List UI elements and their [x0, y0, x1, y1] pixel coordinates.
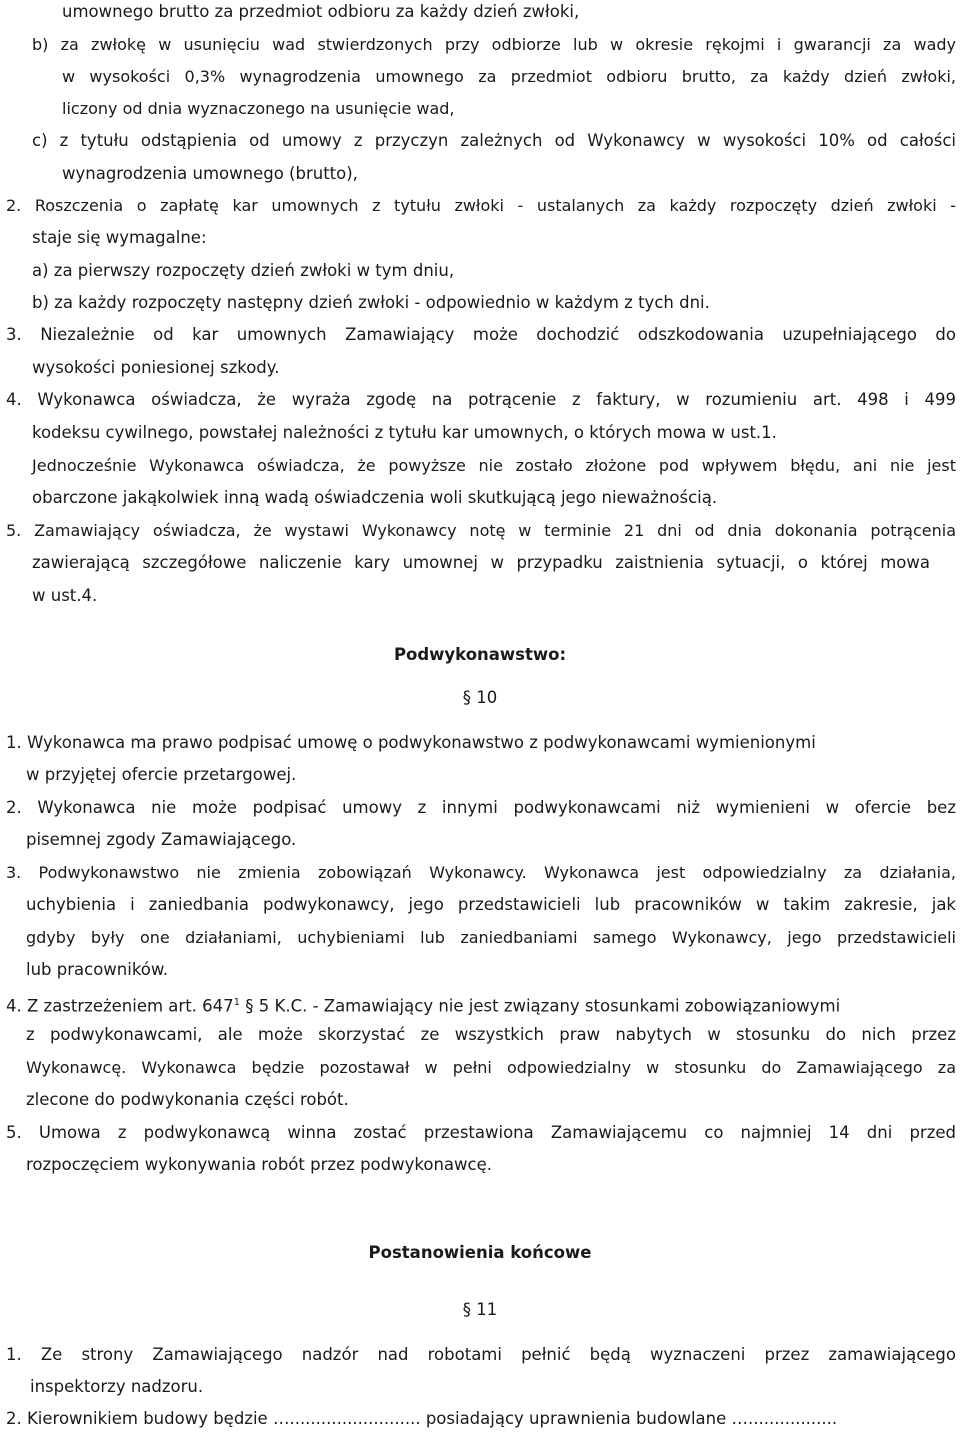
list-item: obarczone jakąkolwiek inną wadą oświadczenia woli skutkującą jego nieważnością.	[32, 488, 718, 507]
list-item: 2. Wykonawca nie może podpisać umowy z innymi podwykonawcami niż wymienieni w ofercie bez	[6, 798, 956, 817]
list-item: w ust.4.	[32, 586, 98, 605]
list-item: 2. Roszczenia o zapłatę kar umownych z tytułu zwłoki - ustalanych za każdy rozpoczęty dzień zwłoki -	[6, 196, 956, 215]
list-item: 3. Podwykonawstwo nie zmienia zobowiązań Wykonawcy. Wykonawca jest odpowiedzialny za działania,	[6, 863, 956, 882]
list-item: 3. Niezależnie od kar umownych Zamawiający może dochodzić odszkodowania uzupełniającego do	[6, 325, 956, 344]
list-item: b) za każdy rozpoczęty następny dzień zwłoki - odpowiednio w każdym z tych dni.	[32, 293, 710, 312]
list-item	[6, 993, 840, 1017]
list-item: 2. Kierownikiem budowy będzie …......................... posiadający uprawnienia budowlane ….................	[6, 1409, 838, 1428]
list-item: liczony od dnia wyznaczonego na usunięcie wad,	[62, 99, 455, 118]
list-item: Wykonawcę. Wykonawca będzie pozostawał w pełni odpowiedzialny w stosunku do Zamawiającego za	[26, 1058, 956, 1077]
list-item: umownego brutto za przedmiot odbioru za każdy dzień zwłoki,	[62, 2, 580, 21]
list-item: 5. Zamawiający oświadcza, że wystawi Wykonawcy notę w terminie 21 dni od dnia dokonania potrącenia	[6, 521, 956, 540]
list-item: wysokości poniesionej szkody.	[32, 358, 280, 377]
section-number: § 10	[462, 688, 498, 707]
section-heading: Podwykonawstwo:	[393, 645, 567, 664]
list-item: gdyby były one działaniami, uchybieniami lub zaniedbaniami samego Wykonawcy, jego przedstawicieli	[26, 928, 956, 947]
list-item: inspektorzy nadzoru.	[30, 1377, 204, 1396]
list-item: wynagrodzenia umownego (brutto),	[62, 164, 358, 183]
section-number: § 11	[462, 1300, 498, 1319]
list-item: 4. Wykonawca oświadcza, że wyraża zgodę na potrącenie z faktury, w rozumieniu art. 498 i 499	[6, 390, 956, 409]
list-item-text: § 5 K.C. - Zamawiający nie jest związany stosunkami zobowiązaniowymi	[240, 996, 841, 1016]
list-item-text: 4. Z zastrzeżeniem art. 647	[6, 996, 234, 1016]
list-item: lub pracowników.	[26, 960, 169, 979]
list-item: zlecone do podwykonania części robót.	[26, 1090, 349, 1109]
list-item: c) z tytułu odstąpienia od umowy z przyczyn zależnych od Wykonawcy w wysokości 10% od całości	[32, 131, 956, 150]
list-item: Jednocześnie Wykonawca oświadcza, że powyższe nie zostało złożone pod wpływem błędu, ani nie jest	[32, 456, 956, 475]
list-item: a) za pierwszy rozpoczęty dzień zwłoki w tym dniu,	[32, 261, 455, 280]
list-item: 5. Umowa z podwykonawcą winna zostać przestawiona Zamawiającemu co najmniej 14 dni przed	[6, 1123, 956, 1142]
list-item: 1. Ze strony Zamawiającego nadzór nad robotami pełnić będą wyznaczeni przez zamawiającego	[6, 1345, 956, 1364]
list-item: kodeksu cywilnego, powstałej należności z tytułu kar umownych, o których mowa w ust.1.	[32, 423, 777, 442]
list-item: 1. Wykonawca ma prawo podpisać umowę o podwykonawstwo z podwykonawcami wymienionymi	[6, 733, 816, 752]
section-heading: Postanowienia końcowe	[368, 1243, 592, 1262]
list-item: uchybienia i zaniedbania podwykonawcy, jego przedstawicieli lub pracowników w takim zakresie, jak	[26, 895, 956, 914]
list-item: rozpoczęciem wykonywania robót przez podwykonawcę.	[26, 1155, 492, 1174]
list-item: w przyjętej ofercie przetargowej.	[26, 765, 297, 784]
list-item: pisemnej zgody Zamawiającego.	[26, 830, 297, 849]
list-item: staje się wymagalne:	[32, 228, 207, 247]
list-item: w wysokości 0,3% wynagrodzenia umownego za przedmiot odbioru brutto, za każdy dzień zwłoki,	[62, 67, 956, 86]
list-item: z podwykonawcami, ale może skorzystać ze wszystkich praw nabytych w stosunku do nich przez	[26, 1025, 956, 1044]
superscript: 1	[233, 997, 241, 1008]
list-item: b) za zwłokę w usunięciu wad stwierdzonych przy odbiorze lub w okresie rękojmi i gwarancji za wady	[32, 35, 956, 54]
list-item: zawierającą szczegółowe naliczenie kary umownej w przypadku zaistnienia sytuacji, o której mowa	[32, 553, 930, 572]
